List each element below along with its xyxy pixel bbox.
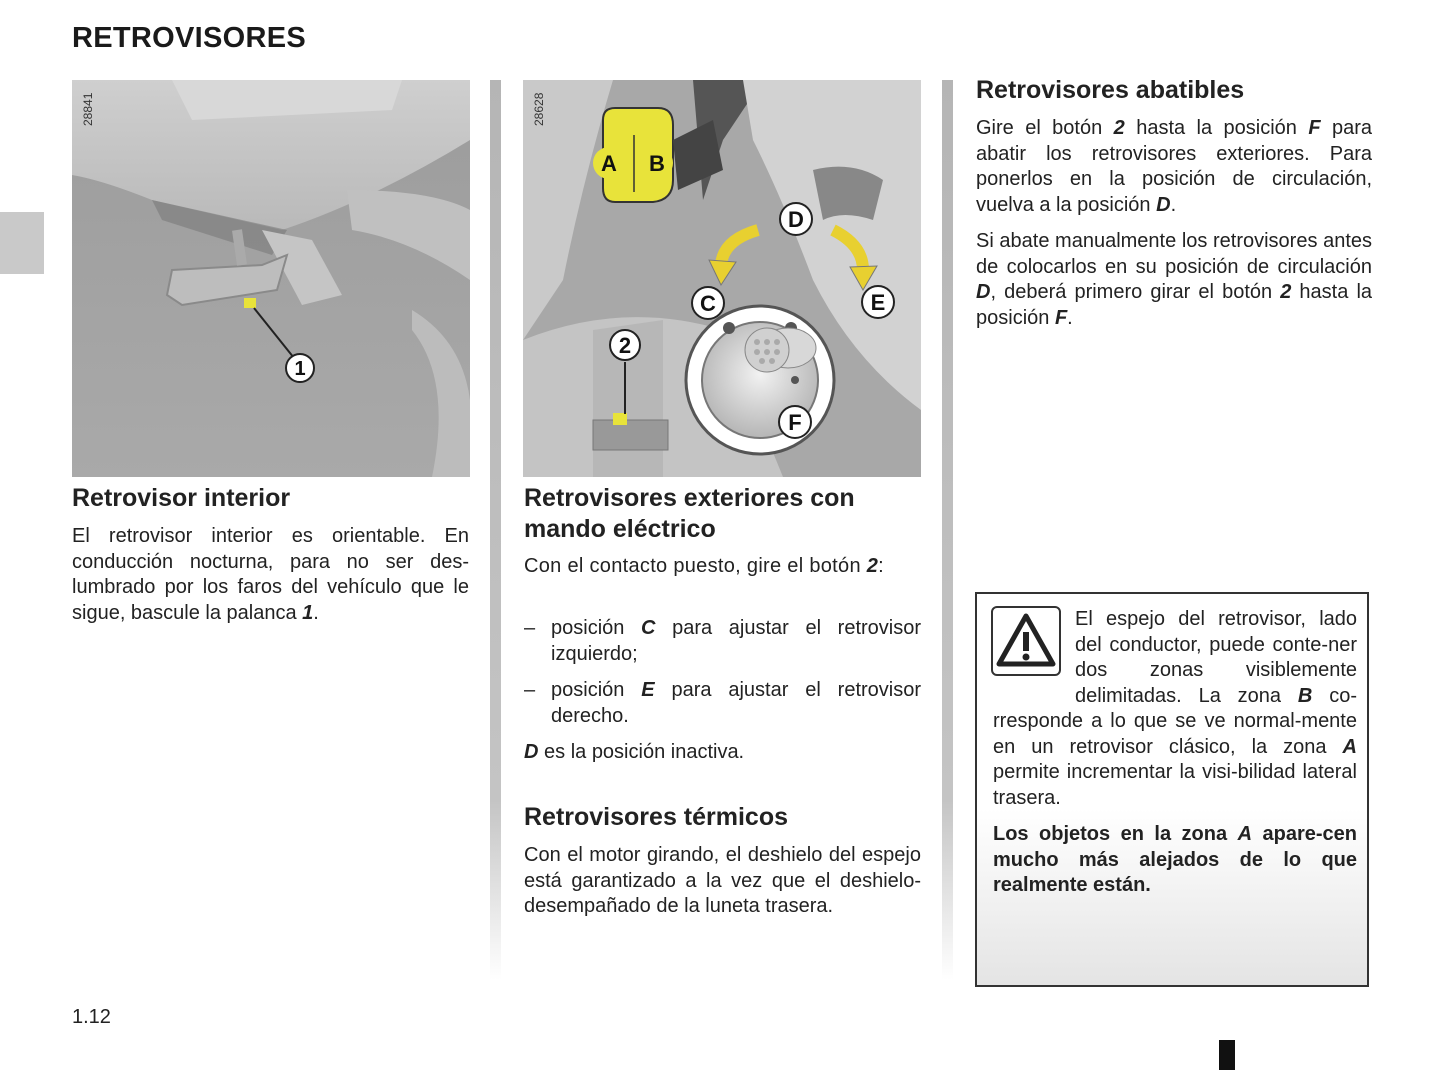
column-divider <box>942 80 953 980</box>
page-title: RETROVISORES <box>72 22 307 54</box>
callout-2: 2 <box>618 333 632 358</box>
warning-box <box>975 592 1369 987</box>
paragraph-inactive-position: D es la posición inactiva. <box>524 741 745 763</box>
interior-mirror-figure <box>72 80 470 477</box>
figure-ref-number: 28628 <box>532 92 546 126</box>
mirror-control-illustration <box>523 80 921 477</box>
list-item-position-c: posición C para ajustar el retrovisor izquierdo; <box>551 617 922 665</box>
heading-retrovisores-termicos: Retrovisores térmicos <box>524 803 789 831</box>
paragraph-abatir: Gire el botón 2 hasta la posición F para abatir los retrovisores exteriores. Para ponerlos en la posición de circulación, vuelva a la posición D. <box>976 117 1372 216</box>
heading-retrovisores-exteriores: Retrovisores exteriores con mando eléctrico <box>524 484 855 543</box>
paragraph-contacto: Con el contacto puesto, gire el botón 2: <box>524 555 885 577</box>
lever-highlight <box>244 298 256 308</box>
paragraph-abatir-manual: Si abate manualmente los retrovisores antes de colocarlos en su posición de circulación D, deberá primero girar el botón 2 hasta la posición F. <box>976 230 1373 329</box>
callout-1: 1 <box>294 358 306 380</box>
paragraph-interior-mirror: El retrovisor interior es orientable. En conducción nocturna, para no ser des-lumbrado por los faros del vehículo que le sigue, bascule la palanca 1. <box>72 525 469 624</box>
corner-mark <box>1219 1040 1235 1070</box>
list-item-position-e: posición E para ajustar el retrovisor derecho. <box>551 679 922 727</box>
warning-text: El espejo del retrovisor, lado del conductor, puede conte-ner dos zonas visiblemente delimitadas. La zona B co-rresponde a lo que se ve normal-mente en un retrovisor clásico, la zona A permite incrementar la visi-bilidad lateral trasera. <box>993 608 1357 809</box>
column-divider <box>490 80 501 980</box>
callout-e: E <box>870 290 886 315</box>
warning-bold-text: Los objetos en la zona A apare-cen mucho más alejados de lo que realmente están. <box>993 823 1357 896</box>
exterior-mirror-control-figure <box>523 80 921 477</box>
section-tab-marker <box>0 212 44 274</box>
control-knob-highlight <box>613 413 627 425</box>
list-dash: – <box>524 679 536 701</box>
page-number: 1.12 <box>72 1006 111 1028</box>
list-dash: – <box>524 617 536 639</box>
callout-a: A <box>601 151 617 176</box>
callout-b: B <box>649 151 665 176</box>
callout-c: C <box>700 291 716 316</box>
callout-f: F <box>788 410 802 435</box>
heading-retrovisores-abatibles: Retrovisores abatibles <box>976 76 1245 104</box>
paragraph-deshielo: Con el motor girando, el deshielo del espejo está garantizado a la vez que el deshielo-desempañado de la luneta trasera. <box>524 844 921 917</box>
interior-mirror-illustration <box>72 80 470 477</box>
callout-d: D <box>788 207 804 232</box>
figure-ref-number: 28841 <box>81 92 95 126</box>
heading-retrovisor-interior: Retrovisor interior <box>72 484 291 512</box>
